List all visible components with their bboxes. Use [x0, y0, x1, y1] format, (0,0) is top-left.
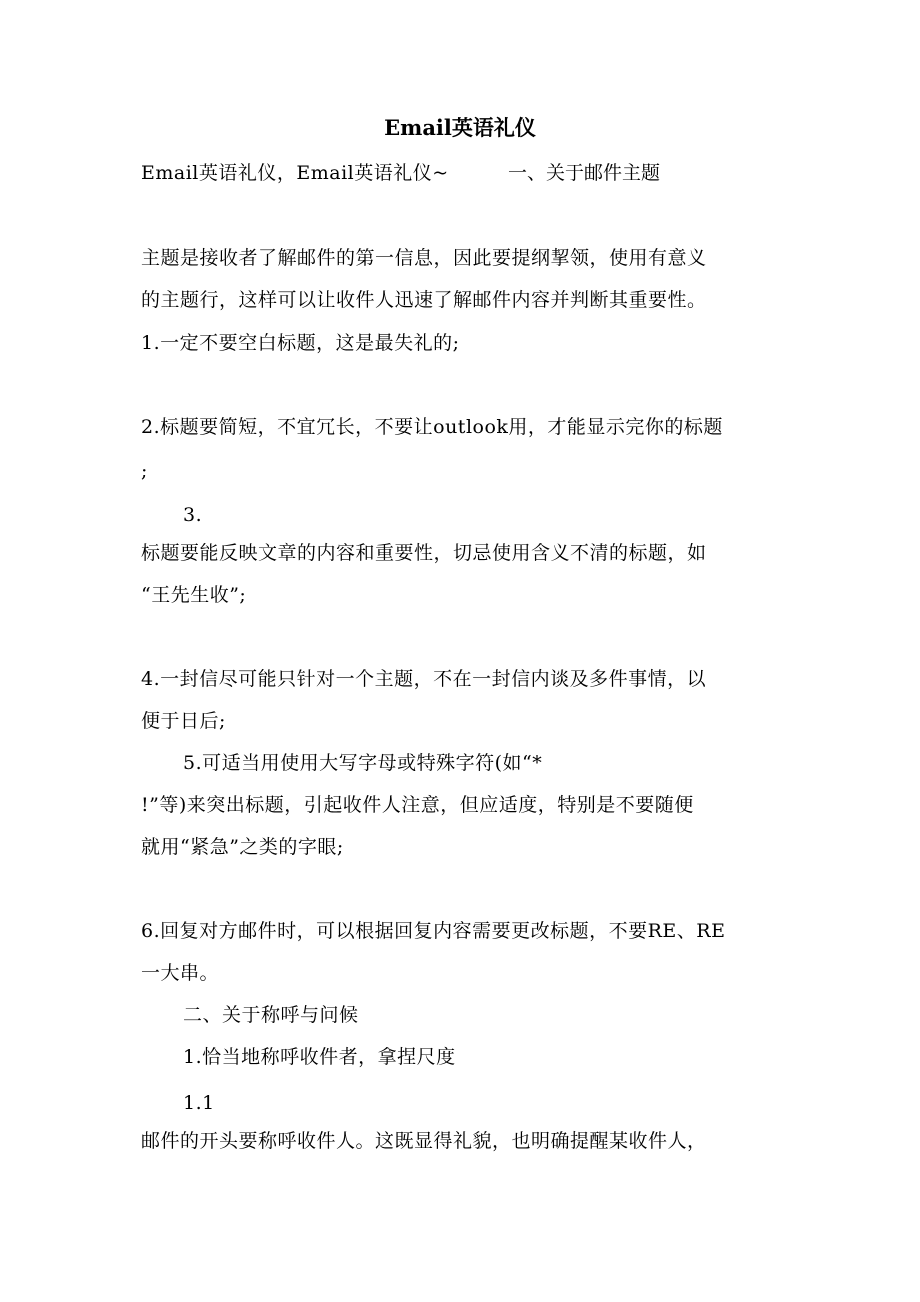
paragraph-line: 标题要能反映文章的内容和重要性，切忌使用含义不清的标题，如 — [141, 542, 707, 564]
paragraph-line: 2.标题要简短，不宜冗长，不要让outlook用，才能显示完你的标题 — [141, 416, 723, 438]
paragraph-line: 6.回复对方邮件时，可以根据回复内容需要更改标题，不要RE、RE — [141, 920, 726, 942]
paragraph-line: 5.可适当用使用大写字母或特殊字符(如“* — [183, 752, 543, 774]
list-number: 3. — [183, 504, 203, 526]
section-heading-subject: 一、关于邮件主题 — [508, 162, 661, 184]
paragraph-line: ; — [141, 460, 148, 482]
paragraph-line: 1.一定不要空白标题，这是最失礼的; — [141, 332, 460, 354]
section-heading-greeting: 二、关于称呼与问候 — [183, 1004, 359, 1026]
document-title: Email英语礼仪 — [384, 115, 536, 140]
paragraph-line: !”等)来突出标题，引起收件人注意，但应适度，特别是不要随便 — [141, 794, 694, 816]
paragraph-line: 4.一封信尽可能只针对一个主题，不在一封信内谈及多件事情，以 — [141, 668, 707, 690]
paragraph-line: 一大串。 — [141, 962, 220, 984]
list-number: 1.1 — [183, 1092, 215, 1114]
paragraph-line: 就用“紧急”之类的字眼; — [141, 836, 344, 858]
paragraph-line: 便于日后; — [141, 710, 226, 732]
paragraph-line: 邮件的开头要称呼收件人。这既显得礼貌，也明确提醒某收件人， — [141, 1130, 707, 1152]
paragraph-line: 主题是接收者了解邮件的第一信息，因此要提纲挈领，使用有意义 — [141, 247, 707, 269]
subtitle-left: Email英语礼仪，Email英语礼仪~ — [141, 162, 449, 184]
subsection-heading: 1.恰当地称呼收件者，拿捏尺度 — [183, 1046, 456, 1068]
paragraph-line: 的主题行，这样可以让收件人迅速了解邮件内容并判断其重要性。 — [141, 289, 707, 311]
paragraph-line: “王先生收”; — [141, 584, 247, 606]
